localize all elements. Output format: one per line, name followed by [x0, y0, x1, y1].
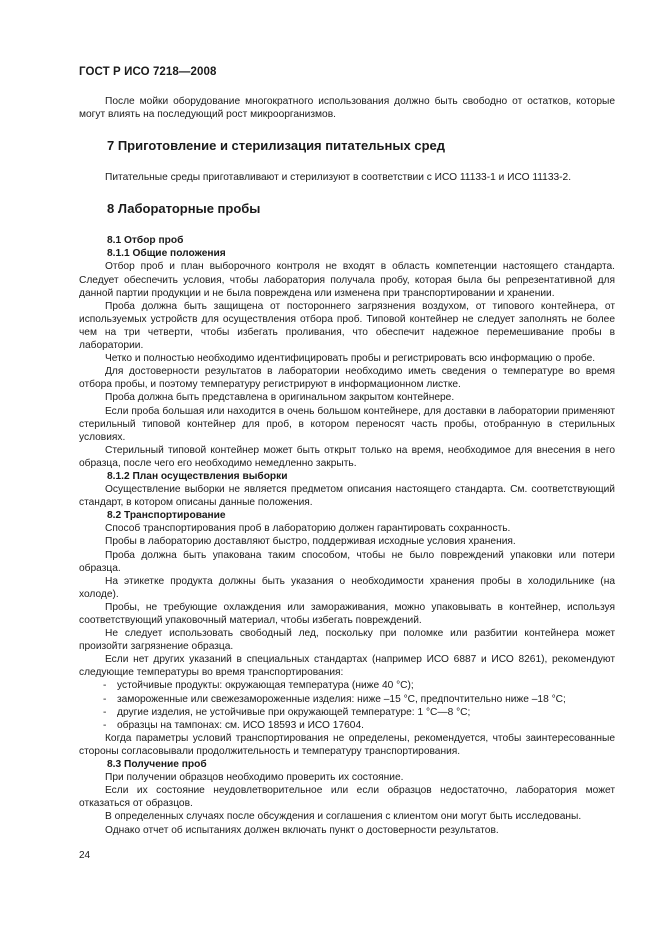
dash-bullet: -: [103, 706, 107, 718]
subsection-8-1-1-heading: 8.1.1 Общие положения: [107, 248, 226, 260]
paragraph: Отбор проб и план выборочного контроля не входят в область компетенции настоящего стандарта. Следует обеспечить условия, чтобы лаборатория получала пробу, которая была бы репрезентативной для данной партии продукции и не была повреждена или изменена при транспортировании и хранении.: [79, 261, 615, 299]
subsection-8-3-heading: 8.3 Получение проб: [107, 759, 207, 771]
paragraph: Если их состояние неудовлетворительное или если образцов недостаточно, лаборатория может отказаться от образцов.: [79, 785, 615, 810]
paragraph: Когда параметры условий транспортирования не определены, рекомендуется, чтобы заинтересованные стороны согласовывали продолжительность и температуру транспортирования.: [79, 732, 615, 757]
section-7-heading: 7 Приготовление и стерилизация питательных сред: [107, 138, 445, 154]
paragraph: Способ транспортирования проб в лабораторию должен гарантировать сохранность.: [105, 523, 511, 535]
document-header: ГОСТ Р ИСО 7218—2008: [79, 66, 217, 78]
section-8-heading: 8 Лабораторные пробы: [107, 201, 261, 217]
paragraph: Четко и полностью необходимо идентифицировать пробы и регистрировать всю информацию о пробе.: [105, 353, 596, 365]
paragraph: В определенных случаях после обсуждения и соглашения с клиентом они могут быть исследованы.: [105, 811, 582, 823]
paragraph: Стерильный типовой контейнер может быть открыт только на время, необходимое для внесения в него образца, после чего его необходимо немедленно закрыть.: [79, 444, 615, 469]
list-item: [79, 679, 615, 692]
paragraph: Если нет других указаний в специальных стандартах (например ИСО 6887 и ИСО 8261), рекомендуют следующие температуры во время транспортирования:: [79, 654, 615, 679]
list-item-text: замороженные или свежезамороженные изделия: ниже –15 °С, предпочтительно ниже –18 °С;: [117, 693, 566, 705]
paragraph: При получении образцов необходимо проверить их состояние.: [105, 772, 404, 784]
paragraph: Для достоверности результатов в лаборатории необходимо иметь сведения о температуре во время отбора пробы, и поэтому температуру регистрируют в информационном листке.: [79, 366, 615, 391]
list-item-text: другие изделия, не устойчивые при окружающей температуре: 1 °С—8 °С;: [117, 706, 471, 718]
page-number: 24: [79, 850, 91, 861]
list-item-text: устойчивые продукты: окружающая температура (ниже 40 °С);: [117, 680, 414, 692]
subsection-8-1-heading: 8.1 Отбор проб: [107, 235, 184, 247]
list-item: [79, 706, 615, 719]
dash-bullet: -: [103, 680, 107, 692]
paragraph: На этикетке продукта должны быть указания о необходимости хранения пробы в холодильнике (на холоде).: [79, 575, 615, 600]
list-item-text: образцы на тампонах: см. ИСО 18593 и ИСО 17604.: [117, 719, 364, 731]
document-body: [79, 95, 615, 837]
subsection-8-1-2-heading: 8.1.2 План осуществления выборки: [107, 470, 288, 482]
list-item: [79, 693, 615, 706]
paragraph: После мойки оборудование многократного использования должно быть свободно от остатков, которые могут влиять на последующий рост микроорганизмов.: [79, 96, 615, 121]
subsection-8-2-heading: 8.2 Транспортирование: [107, 510, 226, 522]
dash-bullet: -: [103, 693, 107, 705]
paragraph: Проба должна быть представлена в оригинальном закрытом контейнере.: [105, 392, 455, 404]
dash-bullet: -: [103, 719, 107, 731]
paragraph: Проба должна быть защищена от постороннего загрязнения воздухом, от типового контейнера, от используемых устройств для осуществления отбора проб. Типовой контейнер не следует заполнять не более чем на три четверти, чтобы избегать проливания, что обеспечит надежное перемешивание пробы в лаборатории.: [79, 300, 615, 352]
paragraph: Питательные среды приготавливают и стерилизуют в соответствии с ИСО 11133-1 и ИСО 11133-2.: [105, 172, 572, 184]
paragraph: Осуществление выборки не является предметом описания настоящего стандарта. См. соответствующий стандарт, в котором описаны данные положения.: [79, 484, 615, 509]
paragraph: Проба должна быть упакована таким способом, чтобы не было повреждений упаковки или потери образца.: [79, 549, 615, 574]
paragraph: Если проба большая или находится в очень большом контейнере, для доставки в лаборатории применяют стерильный типовой контейнер для проб, в котором переносят часть пробы, отобранную в стерильных условиях.: [79, 405, 615, 443]
list-item: [79, 719, 615, 732]
paragraph: Однако отчет об испытаниях должен включать пункт о достоверности результатов.: [105, 824, 499, 836]
paragraph: Пробы в лабораторию доставляют быстро, поддерживая исходные условия хранения.: [105, 536, 516, 548]
paragraph: Не следует использовать свободный лед, поскольку при поломке или разбитии контейнера может произойти загрязнение образца.: [79, 628, 615, 653]
paragraph: Пробы, не требующие охлаждения или замораживания, можно упаковывать в контейнер, используя соответствующий упаковочный материал, чтобы избегать повреждений.: [79, 601, 615, 626]
